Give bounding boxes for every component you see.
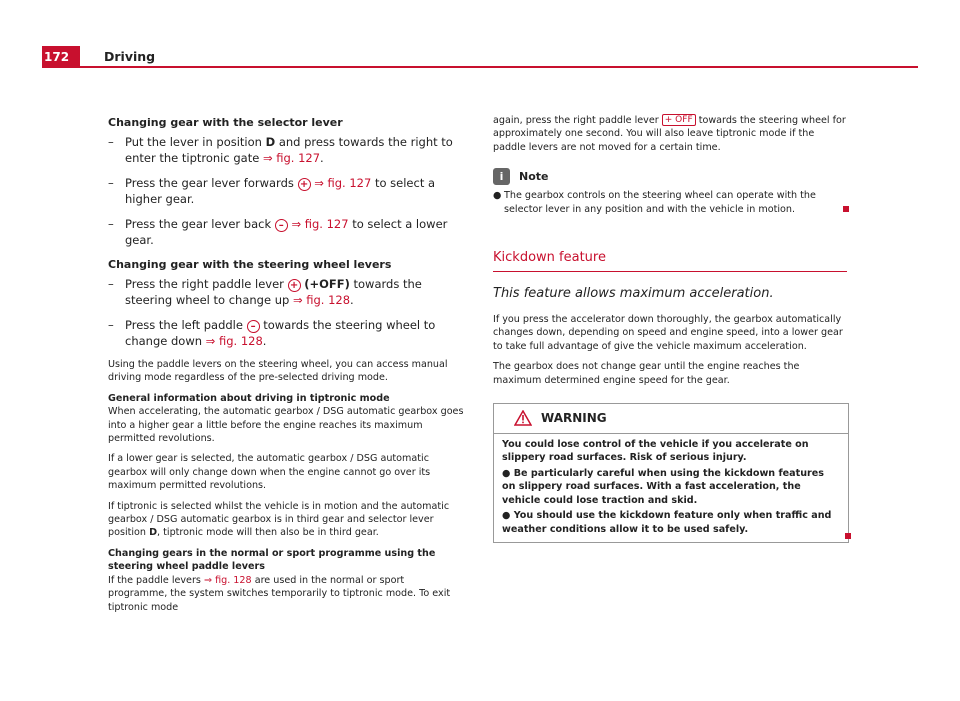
left-column bbox=[108, 115, 464, 621]
subheading: General information about driving in tiptronic mode bbox=[108, 392, 390, 404]
minus-button-icon: – bbox=[247, 320, 260, 333]
warning-label: WARNING bbox=[541, 411, 607, 426]
plus-off-key: + OFF bbox=[662, 114, 696, 126]
step-3: – Press the gear lever back – ⇒ fig. 127 to select a lower gear. bbox=[108, 217, 448, 247]
end-marker-icon bbox=[843, 206, 849, 212]
paragraph: The gearbox does not change gear until the engine reaches the maximum determined engine speed for the gear. bbox=[493, 361, 800, 386]
warning-header bbox=[494, 404, 848, 434]
minus-button-icon: – bbox=[275, 219, 288, 232]
section-subtitle: This feature allows maximum acceleration. bbox=[493, 286, 774, 302]
info-icon: i bbox=[493, 168, 510, 185]
paragraph: When accelerating, the automatic gearbox / DSG automatic gearbox goes into a higher gear a little before the engine reaches its maximum permitted revolutions. bbox=[108, 406, 464, 445]
heading-selector-lever: Changing gear with the selector lever bbox=[108, 116, 343, 129]
paragraph: If the paddle levers ⇒ fig. 128 are used in the normal or sport programme, the system switches temporarily to tiptronic mode. To exit tiptronic mode bbox=[108, 574, 451, 613]
paragraph: Using the paddle levers on the steering wheel, you can access manual driving mode regardless of the pre-selected driving mode. bbox=[108, 359, 448, 384]
fig-ref-link[interactable]: ⇒ fig. 128 bbox=[203, 574, 252, 586]
right-column bbox=[493, 115, 849, 543]
fig-ref-link[interactable]: ⇒ fig. 127 bbox=[262, 151, 321, 165]
heading-steering-levers: Changing gear with the steering wheel levers bbox=[108, 258, 392, 271]
note-label: Note bbox=[519, 170, 549, 184]
warning-triangle-icon bbox=[514, 410, 532, 426]
paragraph: If you press the accelerator down thoroughly, the gearbox automatically changes down, depending on speed and engine speed, into a lower gear to take full advantage of give the vehicle maximum acceleration. bbox=[493, 314, 843, 352]
paragraph: If a lower gear is selected, the automatic gearbox / DSG automatic gearbox will only change down when the engine cannot go over its maximum permitted revolutions. bbox=[108, 453, 431, 492]
note-bullet: ● The gearbox controls on the steering wheel can operate with the selector lever in any position and with the vehicle in motion. bbox=[493, 189, 849, 216]
step-1: – Put the lever in position D and press towards the right to enter the tiptronic gate ⇒ fig. 127. bbox=[108, 135, 453, 165]
fig-ref-link[interactable]: ⇒ fig. 127 bbox=[291, 217, 349, 231]
warning-text: You could lose control of the vehicle if you accelerate on slippery road surfaces. Risk of serious injury. bbox=[502, 439, 809, 464]
warning-box bbox=[493, 403, 849, 543]
fig-ref-link[interactable]: ⇒ fig. 128 bbox=[292, 293, 351, 307]
page-header bbox=[42, 46, 918, 68]
step-4: – Press the right paddle lever + (+OFF) towards the steering wheel to change up ⇒ fig. 128. bbox=[108, 277, 422, 307]
step-2: – Press the gear lever forwards + ⇒ fig. 127 to select a higher gear. bbox=[108, 176, 436, 206]
subheading: Changing gears in the normal or sport programme using the steering wheel paddle levers bbox=[108, 547, 436, 573]
note-header bbox=[493, 168, 849, 185]
plus-button-icon: + bbox=[288, 279, 301, 292]
fig-ref-link[interactable]: ⇒ fig. 128 bbox=[205, 334, 263, 348]
section-rule bbox=[493, 271, 847, 272]
page-number: 172 bbox=[42, 46, 80, 68]
section-title: Kickdown feature bbox=[493, 250, 606, 266]
paragraph: again, press the right paddle lever + OFF towards the steering wheel for approximately one second. You will also leave tiptronic mode if the paddle levers are not moved for a certain time. bbox=[493, 115, 846, 153]
warning-body bbox=[494, 434, 848, 542]
end-marker-icon bbox=[845, 533, 851, 539]
fig-ref-link[interactable]: ⇒ fig. 127 bbox=[314, 176, 372, 190]
warning-bullet: ● Be particularly careful when using the kickdown features on slippery road surfaces. With a fast acceleration, the vehicle could lose traction and skid. bbox=[502, 467, 824, 506]
chapter-title: Driving bbox=[104, 49, 156, 64]
header-rule bbox=[42, 66, 918, 68]
warning-bullet: ● You should use the kickdown feature only when traffic and weather conditions allow it to be used safely. bbox=[502, 510, 832, 535]
paragraph: If tiptronic is selected whilst the vehicle is in motion and the automatic gearbox / DSG automatic gearbox is in third gear and selector lever position D, tiptronic mode will then also be in third gear. bbox=[108, 500, 450, 539]
step-5: – Press the left paddle – towards the steering wheel to change down ⇒ fig. 128. bbox=[108, 318, 436, 348]
plus-button-icon: + bbox=[298, 178, 311, 191]
